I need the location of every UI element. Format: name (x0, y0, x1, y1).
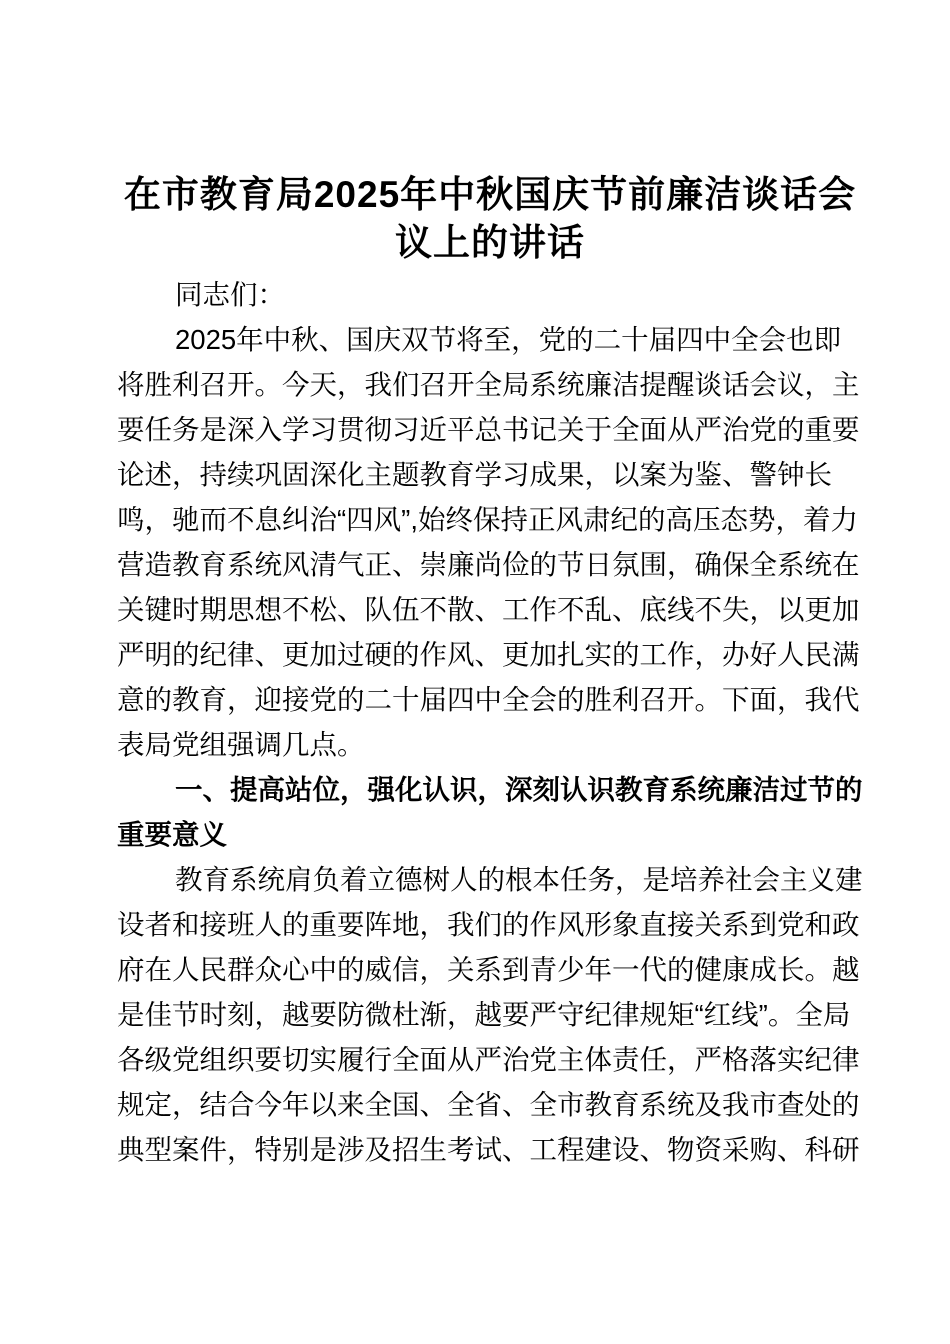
paragraph-1-line-5: 鸣，驰而不息纠治“四风”,始终保持正风肃纪的高压态势，着力 (117, 504, 858, 535)
paragraph-1-line-4: 论述，持续巩固深化主题教育学习成果，以案为鉴、警钟长 (117, 459, 832, 490)
section-heading-1 (117, 767, 863, 857)
paragraph-1-line-10: 表局党组强调几点。 (117, 729, 365, 760)
paragraph-2-line-5: 各级党组织要切实履行全面从严治党主体责任，严格落实纪律 (117, 1044, 860, 1075)
document-body (117, 272, 863, 1172)
paragraph-2-line-4: 是佳节时刻，越要防微杜渐，越要严守纪律规矩“红线”。全局 (117, 999, 851, 1030)
paragraph-1-line-1: 2025年中秋、国庆双节将至，党的二十届四中全会也即 (175, 324, 842, 355)
section-heading-1-line-1: 一、提高站位，强化认识，深刻认识教育系统廉洁过节的 (175, 774, 863, 805)
paragraph-1-line-9: 意的教育，迎接党的二十届四中全会的胜利召开。下面，我代 (117, 684, 860, 715)
paragraph-1-line-7: 关键时期思想不松、队伍不散、工作不乱、底线不失，以更加 (117, 594, 860, 625)
paragraph-1 (117, 317, 863, 767)
document-title (117, 171, 863, 267)
document-title-line-1: 在市教育局2025年中秋国庆节前廉洁谈话会 (123, 174, 857, 215)
document-title-line-2: 议上的讲话 (395, 222, 585, 263)
paragraph-2 (117, 857, 863, 1172)
salutation-paragraph (117, 272, 863, 317)
paragraph-2-line-2: 设者和接班人的重要阵地，我们的作风形象直接关系到党和政 (117, 909, 860, 940)
paragraph-1-line-3: 要任务是深入学习贯彻习近平总书记关于全面从严治党的重要 (117, 414, 860, 445)
paragraph-2-line-6: 规定，结合今年以来全国、全省、全市教育系统及我市查处的 (117, 1089, 860, 1120)
section-heading-1-line-2: 重要意义 (117, 819, 227, 850)
document-content (117, 171, 863, 1172)
paragraph-2-line-7: 典型案件，特别是涉及招生考试、工程建设、物资采购、科研 (117, 1134, 860, 1165)
paragraph-2-line-3: 府在人民群众心中的威信，关系到青少年一代的健康成长。越 (117, 954, 860, 985)
paragraph-2-line-1: 教育系统肩负着立德树人的根本任务，是培养社会主义建 (175, 864, 863, 895)
paragraph-1-line-8: 严明的纪律、更加过硬的作风、更加扎实的工作，办好人民满 (117, 639, 860, 670)
paragraph-1-line-2: 将胜利召开。今天，我们召开全局系统廉洁提醒谈话会议，主 (117, 369, 860, 400)
salutation-line: 同志们： (175, 279, 285, 310)
paragraph-1-line-6: 营造教育系统风清气正、崇廉尚俭的节日氛围，确保全系统在 (117, 549, 860, 580)
